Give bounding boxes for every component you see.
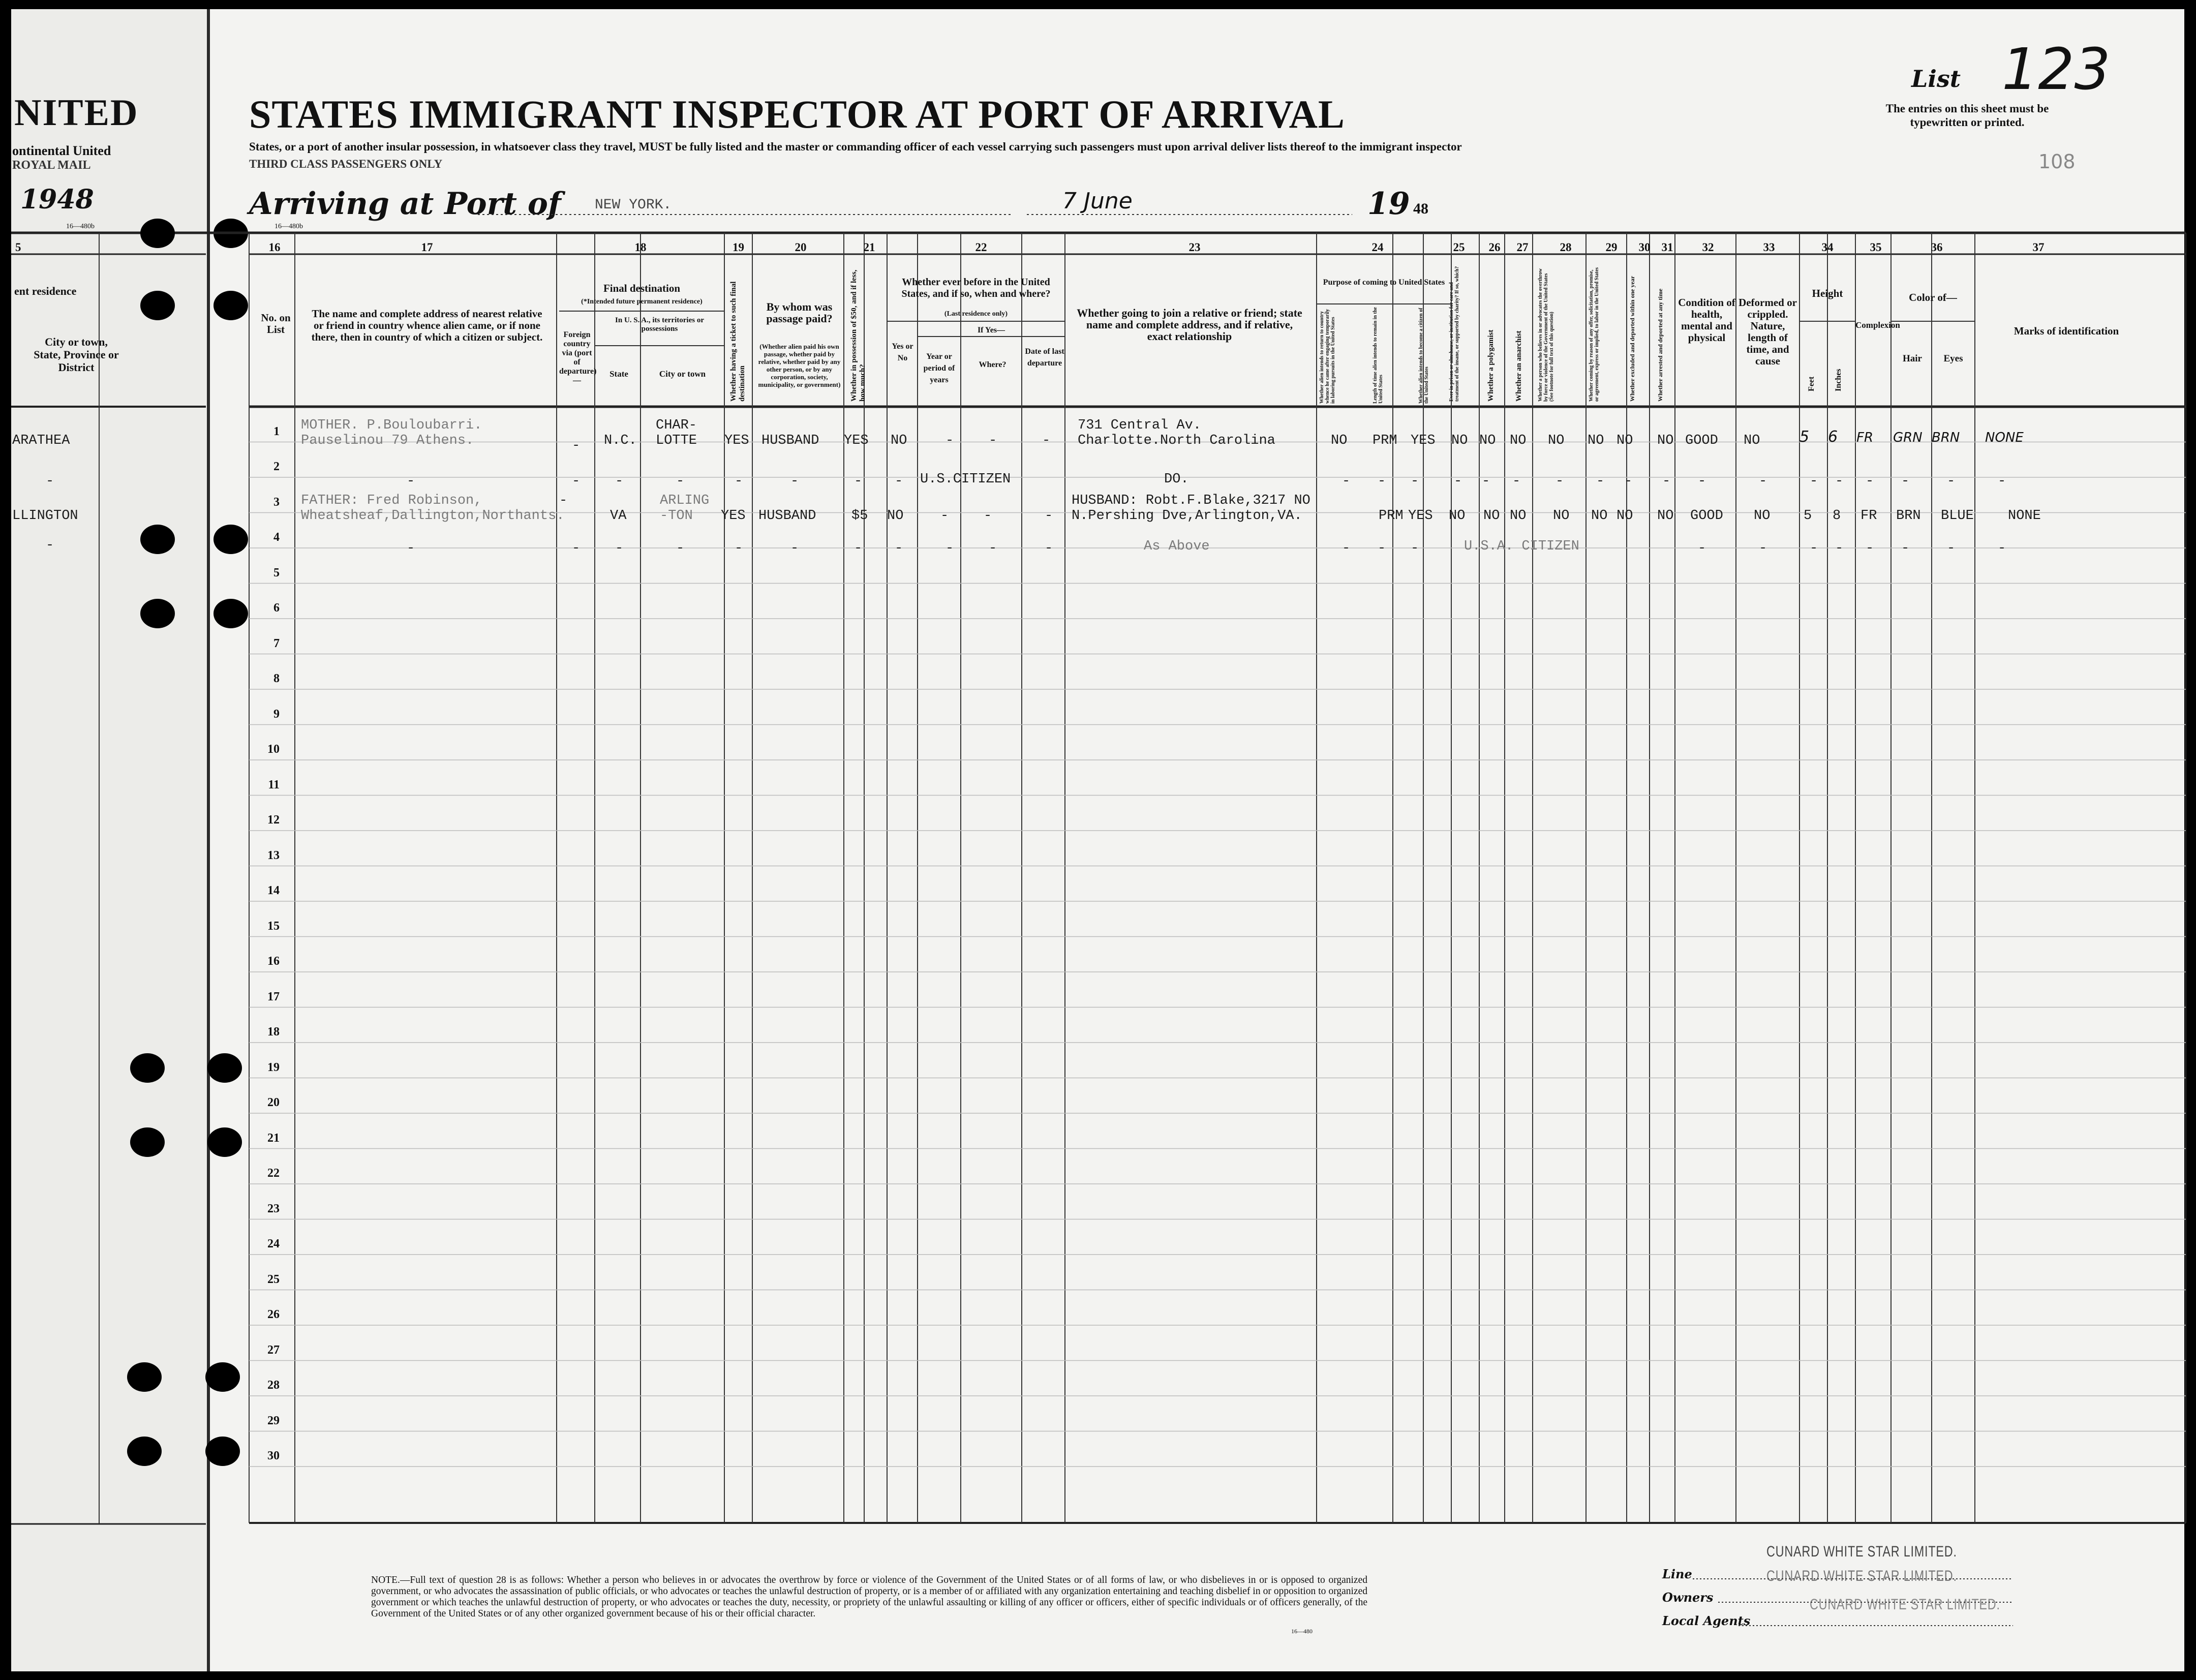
col-header-24: Purpose of coming to United States bbox=[1323, 278, 1445, 287]
col-num-31: 31 bbox=[1661, 241, 1673, 254]
col-num-17: 17 bbox=[421, 241, 433, 254]
row-number: 8 bbox=[273, 672, 280, 685]
col-header-17: The name and complete address of nearest relative or friend in country whence alien came, or if none there, then in country of which a citizen or subject. bbox=[311, 308, 543, 343]
form-code: 16—480b bbox=[274, 223, 303, 230]
empty-dash: - bbox=[1698, 474, 1706, 489]
r3-city-line1: ARLING bbox=[660, 493, 710, 508]
r3-length: PRM bbox=[1379, 508, 1404, 524]
empty-dash: - bbox=[1512, 474, 1521, 489]
r2-relative: - bbox=[407, 474, 415, 489]
empty-dash: - bbox=[895, 541, 903, 556]
empty-dash: - bbox=[1045, 541, 1053, 556]
left-page-form-no: 16—480b bbox=[66, 223, 95, 230]
empty-dash: - bbox=[1482, 474, 1490, 489]
col-header-18: Final destination bbox=[603, 282, 681, 294]
col-header-36: Color of— bbox=[1909, 291, 1957, 303]
row-number: 27 bbox=[267, 1343, 280, 1357]
col-header-31: Whether arrested and deported at any time bbox=[1657, 288, 1664, 402]
line-label: Line bbox=[1662, 1567, 1692, 1581]
line-stamp: CUNARD WHITE STAR LIMITED. bbox=[1766, 1543, 1957, 1560]
col-num-34: 34 bbox=[1821, 241, 1834, 254]
row-number: 9 bbox=[273, 707, 280, 721]
r1-relative-line1: MOTHER. P.Bouloubarri. bbox=[301, 418, 482, 433]
empty-dash: - bbox=[854, 541, 863, 556]
r1-city-line1: CHAR- bbox=[656, 418, 697, 433]
agents-stamp: CUNARD WHITE STAR LIMITED. bbox=[1810, 1596, 2000, 1613]
col-header-22: Whether ever before in the United States, and if so, when and where? bbox=[901, 277, 1051, 299]
col-header-24-c: Whether alien intends to become a citizen of the United States bbox=[1418, 308, 1429, 404]
r4-join: As Above bbox=[1144, 539, 1210, 554]
r1-citizen: YES bbox=[1411, 433, 1436, 448]
left-page-row4: - bbox=[46, 538, 54, 553]
col-header-18-state: State bbox=[609, 369, 628, 379]
r3-hair: BRN bbox=[1896, 508, 1921, 524]
row-number: 10 bbox=[267, 743, 280, 756]
empty-dash: - bbox=[854, 474, 863, 489]
arriving-label: Arriving at Port of bbox=[249, 186, 561, 222]
r4-relative: - bbox=[407, 541, 415, 556]
r1-city-line2: LOTTE bbox=[656, 433, 697, 448]
left-page-row1: ARATHEA bbox=[12, 433, 70, 448]
sheet-instruction: The entries on this sheet must be typewritten or printed. bbox=[1885, 102, 2049, 129]
col-num-26: 26 bbox=[1488, 241, 1501, 254]
row-number: 1 bbox=[273, 424, 280, 438]
row-number: 28 bbox=[267, 1379, 280, 1392]
empty-dash: - bbox=[1596, 474, 1605, 489]
r3-offer: NO bbox=[1591, 508, 1608, 524]
r3-excluded: NO bbox=[1616, 508, 1633, 524]
r3-complexion: FR bbox=[1860, 508, 1877, 524]
r3-date: - bbox=[1045, 508, 1053, 524]
empty-dash: - bbox=[1835, 474, 1844, 489]
col-header-37: Marks of identification bbox=[2014, 325, 2119, 337]
r1-ticket: YES bbox=[724, 433, 749, 448]
empty-dash: - bbox=[1698, 541, 1706, 556]
col-header-18-city: City or town bbox=[659, 369, 706, 379]
r3-feet: 5 bbox=[1804, 508, 1812, 524]
row-number: 15 bbox=[267, 919, 280, 933]
r1-deported: NO bbox=[1657, 433, 1674, 448]
empty-dash: - bbox=[1901, 541, 1910, 556]
empty-dash: - bbox=[1454, 474, 1462, 489]
r1-length: PRM bbox=[1372, 433, 1397, 448]
empty-dash: - bbox=[1411, 541, 1419, 556]
col-header-20: By whom was passage paid? bbox=[766, 300, 833, 325]
local-agents-label: Local Agents bbox=[1662, 1613, 1751, 1628]
r1-join-line2: Charlotte.North Carolina bbox=[1078, 433, 1275, 448]
r1-marks: NONE bbox=[1985, 430, 2024, 445]
r1-hair: GRN bbox=[1893, 430, 1923, 445]
row-number: 26 bbox=[267, 1308, 280, 1321]
empty-dash: - bbox=[946, 541, 954, 556]
left-page-title-fragment: NITED bbox=[14, 92, 139, 134]
row-number: 21 bbox=[267, 1131, 280, 1145]
col-header-35: Complexion bbox=[1855, 320, 1900, 330]
r1-return: NO bbox=[1331, 433, 1348, 448]
r3-years: - bbox=[940, 508, 949, 524]
col-header-18-foreign: Foreign country via (port of departure)— bbox=[559, 330, 597, 385]
left-page-col-header: ent residence bbox=[14, 285, 77, 297]
r3-foreign: - bbox=[559, 493, 568, 508]
r4-note: U.S.A. CITIZEN bbox=[1464, 539, 1579, 554]
row-number: 29 bbox=[267, 1414, 280, 1427]
col-header-28: Whether a person who believes in or advocates the overthrow by force or violence of the Government of the United States (See footnote for full text of this question) bbox=[1538, 268, 1554, 402]
r1-excluded: NO bbox=[1616, 433, 1633, 448]
owners-stamp: CUNARD WHITE STAR LIMITED. bbox=[1766, 1568, 1957, 1584]
col-header-24-b: Length of time alien intends to remain in the United States bbox=[1372, 307, 1384, 404]
r1-eyes: BRN bbox=[1932, 430, 1960, 445]
r3-anarchist: NO bbox=[1510, 508, 1527, 524]
row-number: 30 bbox=[267, 1449, 280, 1462]
class-line: THIRD CLASS PASSENGERS ONLY bbox=[249, 158, 443, 170]
empty-dash: - bbox=[989, 541, 997, 556]
row-number: 2 bbox=[273, 460, 280, 473]
left-page-col-num: 5 bbox=[15, 241, 21, 254]
empty-dash: - bbox=[1866, 474, 1874, 489]
row-number: 25 bbox=[267, 1272, 280, 1286]
col-header-22-ifyes: If Yes— bbox=[977, 326, 1005, 334]
r1-join-line1: 731 Central Av. bbox=[1078, 418, 1202, 433]
col-header-27: Whether an anarchist bbox=[1515, 330, 1523, 402]
empty-dash: - bbox=[1556, 474, 1564, 489]
col-num-20: 20 bbox=[795, 241, 807, 254]
row-number: 6 bbox=[273, 601, 280, 615]
r1-paid-by: HUSBAND bbox=[761, 433, 819, 448]
r1-overthrow: NO bbox=[1548, 433, 1565, 448]
empty-dash: - bbox=[1835, 541, 1844, 556]
empty-dash: - bbox=[1378, 541, 1386, 556]
col-num-16: 16 bbox=[268, 241, 281, 254]
col-header-22-years: Year or period of years bbox=[923, 352, 955, 384]
r3-join-line2: N.Pershing Dve,Arlington,VA. bbox=[1072, 508, 1302, 524]
empty-dash: - bbox=[572, 474, 581, 489]
r1-health: GOOD bbox=[1685, 433, 1718, 448]
empty-dash: - bbox=[1998, 474, 2006, 489]
r3-overthrow: NO bbox=[1553, 508, 1570, 524]
row-number: 19 bbox=[267, 1060, 280, 1074]
col-header-16: No. on List bbox=[261, 312, 291, 335]
row-number: 7 bbox=[273, 636, 280, 650]
empty-dash: - bbox=[1810, 541, 1818, 556]
empty-dash: - bbox=[1866, 541, 1874, 556]
col-header-32: Condition of health, mental and physical bbox=[1678, 296, 1735, 344]
r3-marks: NONE bbox=[2008, 508, 2041, 524]
r2-join: DO. bbox=[1164, 472, 1189, 487]
row-number: 16 bbox=[267, 955, 280, 968]
r1-relative-line2: Pauselinou 79 Athens. bbox=[301, 433, 474, 448]
empty-dash: - bbox=[1759, 541, 1767, 556]
empty-dash: - bbox=[1810, 474, 1818, 489]
empty-dash: - bbox=[735, 541, 743, 556]
r3-citizen: YES bbox=[1408, 508, 1433, 524]
r3-state: VA bbox=[610, 508, 627, 524]
r3-paid-by: HUSBAND bbox=[758, 508, 816, 524]
r1-prison: NO bbox=[1451, 433, 1468, 448]
empty-dash: - bbox=[1624, 474, 1633, 489]
r1-before: NO bbox=[891, 433, 907, 448]
empty-dash: - bbox=[676, 541, 685, 556]
col-header-20-note: (Whether alien paid his own passage, whether paid by relative, whether paid by any other person, or by any corporation, society, municipality, or government) bbox=[758, 343, 841, 388]
r1-anarchist: NO bbox=[1510, 433, 1527, 448]
owners-label: Owners bbox=[1662, 1590, 1714, 1605]
r3-deported: NO bbox=[1657, 508, 1674, 524]
col-num-18: 18 bbox=[634, 241, 647, 254]
col-header-22-note: (Last residence only) bbox=[944, 310, 1008, 318]
row-number: 12 bbox=[267, 813, 280, 827]
r3-polygamist: NO bbox=[1483, 508, 1500, 524]
empty-dash: - bbox=[895, 474, 903, 489]
col-num-35: 35 bbox=[1870, 241, 1882, 254]
col-num-36: 36 bbox=[1931, 241, 1943, 254]
r2-before-note: U.S.CITIZEN bbox=[920, 472, 1011, 487]
row-number: 11 bbox=[268, 778, 280, 791]
left-page-line2: ROYAL MAIL bbox=[12, 159, 91, 172]
col-num-33: 33 bbox=[1763, 241, 1775, 254]
col-num-27: 27 bbox=[1516, 241, 1529, 254]
row-number: 17 bbox=[267, 990, 280, 1003]
r3-deformed: NO bbox=[1754, 508, 1771, 524]
col-header-30: Whether excluded and deported within one year bbox=[1629, 276, 1636, 402]
r1-feet: 5 bbox=[1800, 428, 1810, 446]
r1-polygamist: NO bbox=[1479, 433, 1496, 448]
footnote: NOTE.—Full text of question 28 is as follows: Whether a person who believes in or advocates the overthrow by force or violence of the Government of the United States or of all forms of law, or who disbelieves in or is opposed to organized government, or who advocates the assassination of public officials, or who advocates or teaches the unlawful destruction of property, or is a member of or affiliated with any organization entertaining and teaching disbelief in or opposition to organized government or which teaches the unlawful destruction of property, or who advocates or teaches the duty, necessity, or propriety of the unlawful assaulting or killing of any officer or officers, either of specific individuals or of officers generally, of the Government of the United States or of any other organized government because of his or their official character. bbox=[371, 1575, 1367, 1619]
r1-deformed: NO bbox=[1744, 433, 1760, 448]
r3-health: GOOD bbox=[1690, 508, 1723, 524]
empty-dash: - bbox=[1378, 474, 1386, 489]
col-header-25: Ever in prison or almshouse, or institution for care and treatment of the insane, or supported by charity? If so, which? bbox=[1449, 266, 1460, 402]
port-value: NEW YORK. bbox=[595, 197, 672, 213]
empty-dash: - bbox=[1662, 474, 1671, 489]
col-header-24-a: Whether alien intends to return to country whence he came after engaging temporarily in laboring pursuits in the United States bbox=[1319, 309, 1336, 404]
r3-fifty: $5 bbox=[851, 508, 868, 524]
page-title: STATES IMMIGRANT INSPECTOR AT PORT OF ARRIVAL bbox=[249, 92, 1345, 136]
col-num-23: 23 bbox=[1188, 241, 1201, 254]
col-header-21: Whether in possession of $50, and if less, how much? bbox=[850, 269, 867, 402]
r1-where: - bbox=[989, 433, 997, 448]
col-num-30: 30 bbox=[1638, 241, 1651, 254]
row-number: 14 bbox=[267, 884, 280, 897]
left-page-row2: - bbox=[46, 474, 54, 489]
r1-complexion: FR bbox=[1856, 430, 1874, 445]
r3-relative-line1: FATHER: Fred Robinson, bbox=[301, 493, 482, 508]
year-suffix: 48 bbox=[1413, 200, 1428, 217]
empty-dash: - bbox=[1947, 474, 1956, 489]
r3-inches: 8 bbox=[1833, 508, 1841, 524]
left-page-row3: LLINGTON bbox=[12, 508, 78, 524]
empty-dash: - bbox=[1947, 541, 1956, 556]
list-number: 123 bbox=[2002, 37, 2111, 103]
col-header-34-feet: Feet bbox=[1807, 376, 1816, 391]
col-num-24: 24 bbox=[1371, 241, 1384, 254]
page-subtitle: States, or a port of another insular possession, in whatsoever class they travel, MUST be fully listed and the master or commanding officer of each vessel carrying such passengers must upon arrival deliver lists thereof to the immigrant inspector bbox=[249, 140, 1462, 153]
row-number: 13 bbox=[267, 848, 280, 862]
col-num-21: 21 bbox=[863, 241, 875, 254]
r1-fifty: YES bbox=[844, 433, 869, 448]
col-header-22-date: Date of last departure bbox=[1025, 347, 1064, 368]
row-number: 3 bbox=[273, 495, 280, 509]
col-header-23: Whether going to join a relative or friend; state name and complete address, and if relative, exact relationship bbox=[1077, 307, 1302, 343]
stamp-number: 108 bbox=[2038, 150, 2076, 173]
col-num-25: 25 bbox=[1453, 241, 1465, 254]
row-number: 20 bbox=[267, 1096, 280, 1109]
r1-years: - bbox=[946, 433, 954, 448]
col-header-22-yesno: Yes or No bbox=[892, 342, 913, 362]
col-header-22-where: Where? bbox=[979, 360, 1006, 369]
col-header-36-eyes: Eyes bbox=[1943, 353, 1963, 364]
row-number: 22 bbox=[267, 1167, 280, 1180]
empty-dash: - bbox=[676, 474, 685, 489]
row-number: 4 bbox=[273, 531, 280, 544]
col-header-34-inches: Inches bbox=[1834, 369, 1843, 391]
r1-inches: 6 bbox=[1828, 428, 1838, 446]
row-number: 23 bbox=[267, 1202, 280, 1215]
col-header-33: Deformed or crippled. Nature, length of time, and cause bbox=[1738, 296, 1797, 367]
col-header-26: Whether a polygamist bbox=[1487, 329, 1495, 402]
left-page-sub-header: City or town, State, Province or District bbox=[34, 335, 119, 374]
row-number: 18 bbox=[267, 1025, 280, 1038]
list-label: List bbox=[1911, 65, 1961, 93]
r3-where: - bbox=[984, 508, 992, 524]
col-num-32: 32 bbox=[1702, 241, 1714, 254]
empty-dash: - bbox=[790, 474, 799, 489]
left-page-line1: ontinental United bbox=[12, 143, 111, 158]
empty-dash: - bbox=[615, 541, 624, 556]
arrival-date: 7 June bbox=[1062, 188, 1133, 214]
col-header-29: Whether coming by reason of any offer, solicitation, promise, or agreement, express or implied, to labor in the United States bbox=[1589, 267, 1600, 402]
col-num-19: 19 bbox=[733, 241, 744, 254]
row-number: 24 bbox=[267, 1237, 280, 1250]
empty-dash: - bbox=[1342, 474, 1351, 489]
year-prefix: 19 bbox=[1367, 186, 1410, 222]
col-header-19: Whether having a ticket to such final destination bbox=[729, 281, 746, 402]
empty-dash: - bbox=[572, 541, 581, 556]
r1-date: - bbox=[1042, 433, 1051, 448]
footnote-form-code: 16—480 bbox=[1291, 1628, 1313, 1635]
r1-offer: NO bbox=[1588, 433, 1604, 448]
row-number: 5 bbox=[273, 566, 280, 579]
empty-dash: - bbox=[1998, 541, 2006, 556]
col-header-34: Height bbox=[1812, 287, 1843, 299]
r3-before: NO bbox=[887, 508, 904, 524]
col-header-18-usa: In U. S. A., its territories or possessions bbox=[615, 316, 704, 333]
r3-relative-line2: Wheatsheaf,Dallington,Northants. bbox=[301, 508, 565, 524]
empty-dash: - bbox=[1901, 474, 1910, 489]
col-num-22: 22 bbox=[975, 241, 987, 254]
empty-dash: - bbox=[1342, 541, 1351, 556]
col-header-18-note: (*Intended future permanent residence) bbox=[581, 298, 703, 306]
empty-dash: - bbox=[1759, 474, 1767, 489]
r3-eyes: BLUE bbox=[1941, 508, 1974, 524]
col-header-36-hair: Hair bbox=[1903, 353, 1922, 364]
left-page-year: 1948 bbox=[20, 184, 94, 215]
empty-dash: - bbox=[1411, 474, 1419, 489]
r3-prison: NO bbox=[1449, 508, 1466, 524]
col-num-28: 28 bbox=[1560, 241, 1572, 254]
empty-dash: - bbox=[615, 474, 624, 489]
r3-ticket: YES bbox=[721, 508, 746, 524]
r1-state: N.C. bbox=[604, 433, 637, 448]
col-num-29: 29 bbox=[1605, 241, 1618, 254]
r3-join-line1: HUSBAND: Robt.F.Blake,3217 NO bbox=[1072, 493, 1310, 508]
r3-city-line2: -TON bbox=[660, 508, 693, 524]
empty-dash: - bbox=[790, 541, 799, 556]
col-num-37: 37 bbox=[2032, 241, 2045, 254]
r1-foreign: - bbox=[572, 438, 581, 453]
empty-dash: - bbox=[735, 474, 743, 489]
